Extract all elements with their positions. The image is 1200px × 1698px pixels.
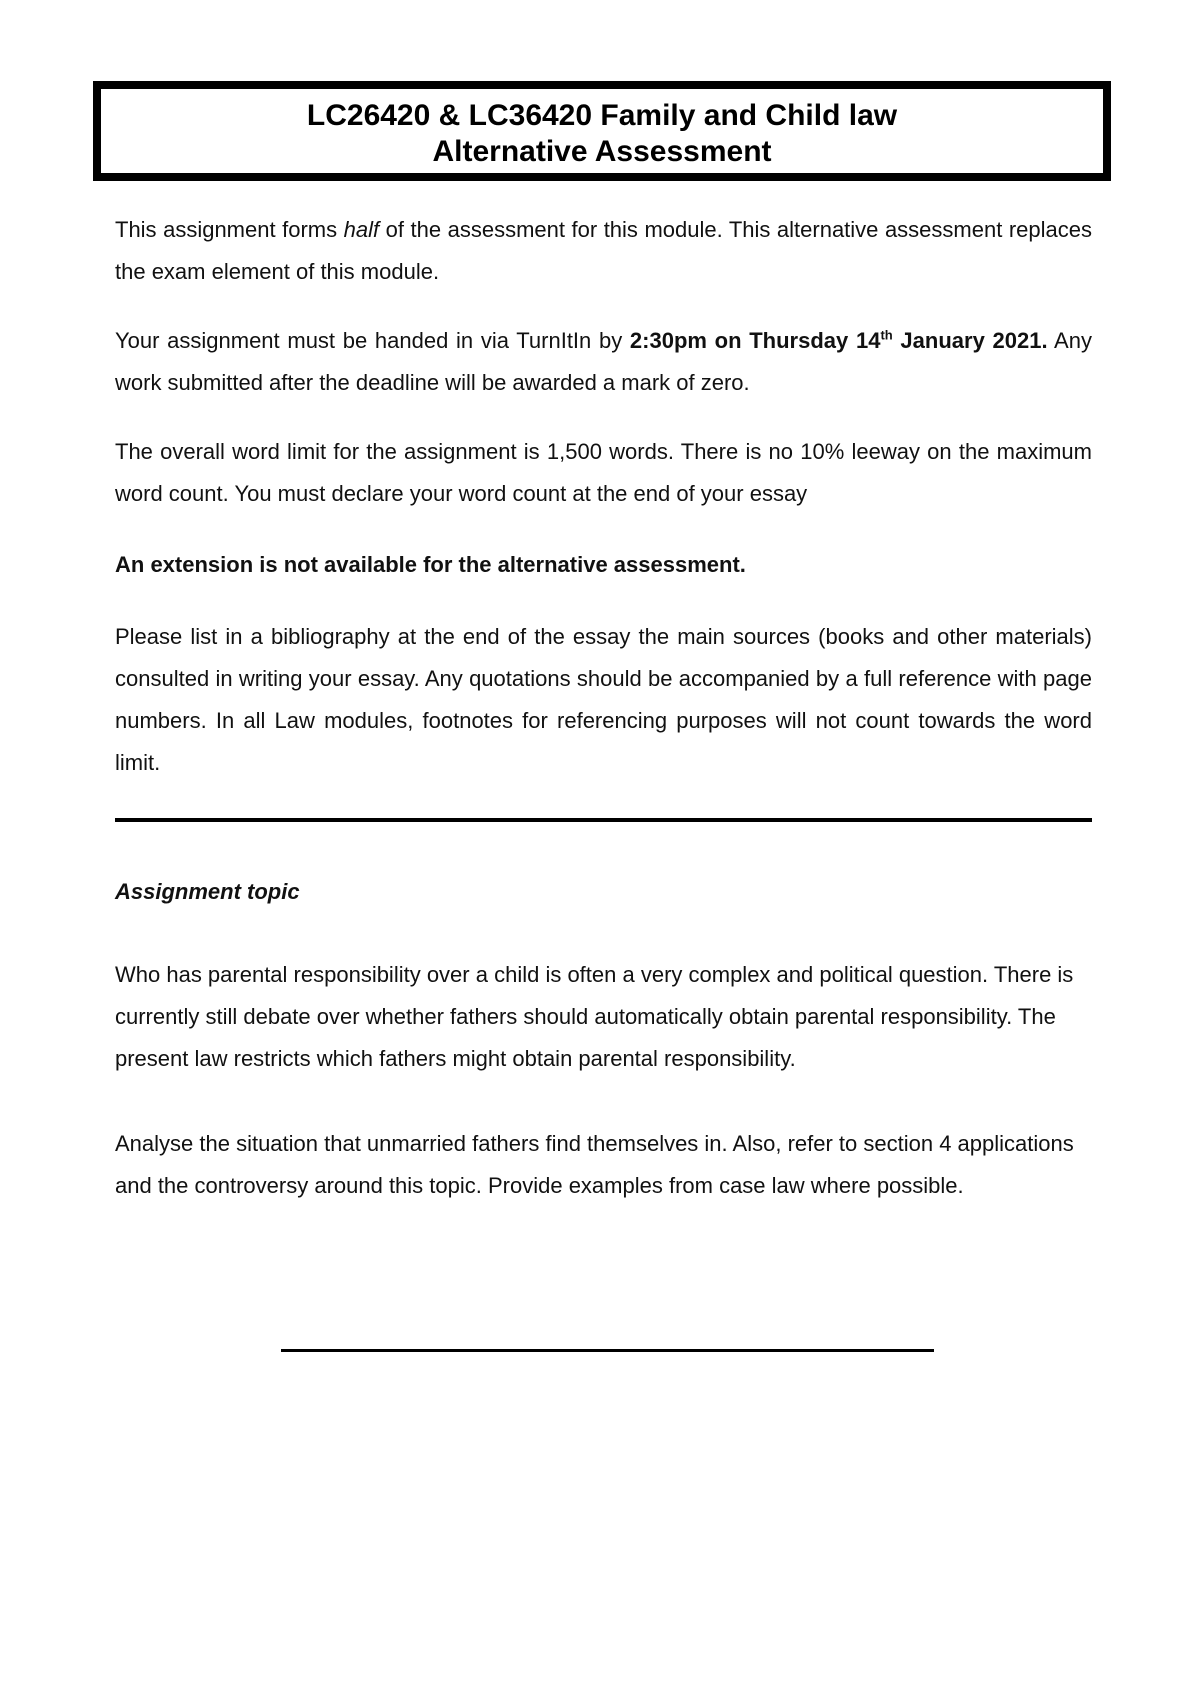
extension-notice bbox=[115, 544, 1092, 586]
intro-p1-text-a: This assignment forms bbox=[115, 217, 344, 242]
deadline-superscript: th bbox=[880, 327, 893, 343]
intro-p2-text-a: Your assignment must be handed in via TurnItIn by bbox=[115, 328, 630, 353]
topic-p2-text: Analyse the situation that unmarried fathers find themselves in. Also, refer to section 4 applications and the controversy around this topic. Provide examples from case law where possible. bbox=[115, 1131, 1074, 1198]
intro-p1-text-b: of the assessment for this module. This alternative assessment replaces the exam element of this module. bbox=[115, 217, 1092, 284]
document-subtitle: Alternative Assessment bbox=[432, 135, 772, 168]
intro-p1-emphasis: half bbox=[343, 217, 380, 242]
end-divider bbox=[281, 1349, 934, 1352]
topic-heading-text: Assignment topic bbox=[115, 879, 300, 904]
topic-paragraph-2 bbox=[115, 1123, 1085, 1207]
topic-heading bbox=[115, 871, 1092, 913]
document-title: LC26420 & LC36420 Family and Child law bbox=[306, 99, 898, 132]
intro-paragraph-5 bbox=[115, 616, 1092, 784]
word-limit-text: The overall word limit for the assignment is 1,500 words. There is no 10% leeway on the maximum word count. You must declare your word count at the end of your essay bbox=[115, 439, 1092, 506]
bibliography-text: Please list in a bibliography at the end of the essay the main sources (books and other materials) consulted in writing your essay. Any quotations should be accompanied by a full reference with page numbers. In all Law modules, footnotes for referencing purposes will not count towards the word limit. bbox=[115, 624, 1092, 775]
topic-paragraph-1 bbox=[115, 954, 1075, 1080]
intro-p2-text-b: Any work submitted after the deadline will be awarded a mark of zero. bbox=[115, 328, 1092, 395]
intro-paragraph-1 bbox=[115, 209, 1092, 293]
extension-notice-text: An extension is not available for the alternative assessment. bbox=[115, 552, 746, 577]
section-divider bbox=[115, 818, 1092, 822]
topic-p1-text: Who has parental responsibility over a child is often a very complex and political question. There is currently still debate over whether fathers should automatically obtain parental responsibility. The present law restricts which fathers might obtain parental responsibility. bbox=[115, 962, 1074, 1071]
intro-paragraph-2 bbox=[115, 320, 1092, 404]
deadline-text-b: January 2021. bbox=[892, 328, 1048, 353]
title-box bbox=[93, 81, 1111, 181]
intro-paragraph-3 bbox=[115, 431, 1092, 515]
deadline-text-a: 2:30pm on Thursday 14 bbox=[629, 328, 881, 353]
